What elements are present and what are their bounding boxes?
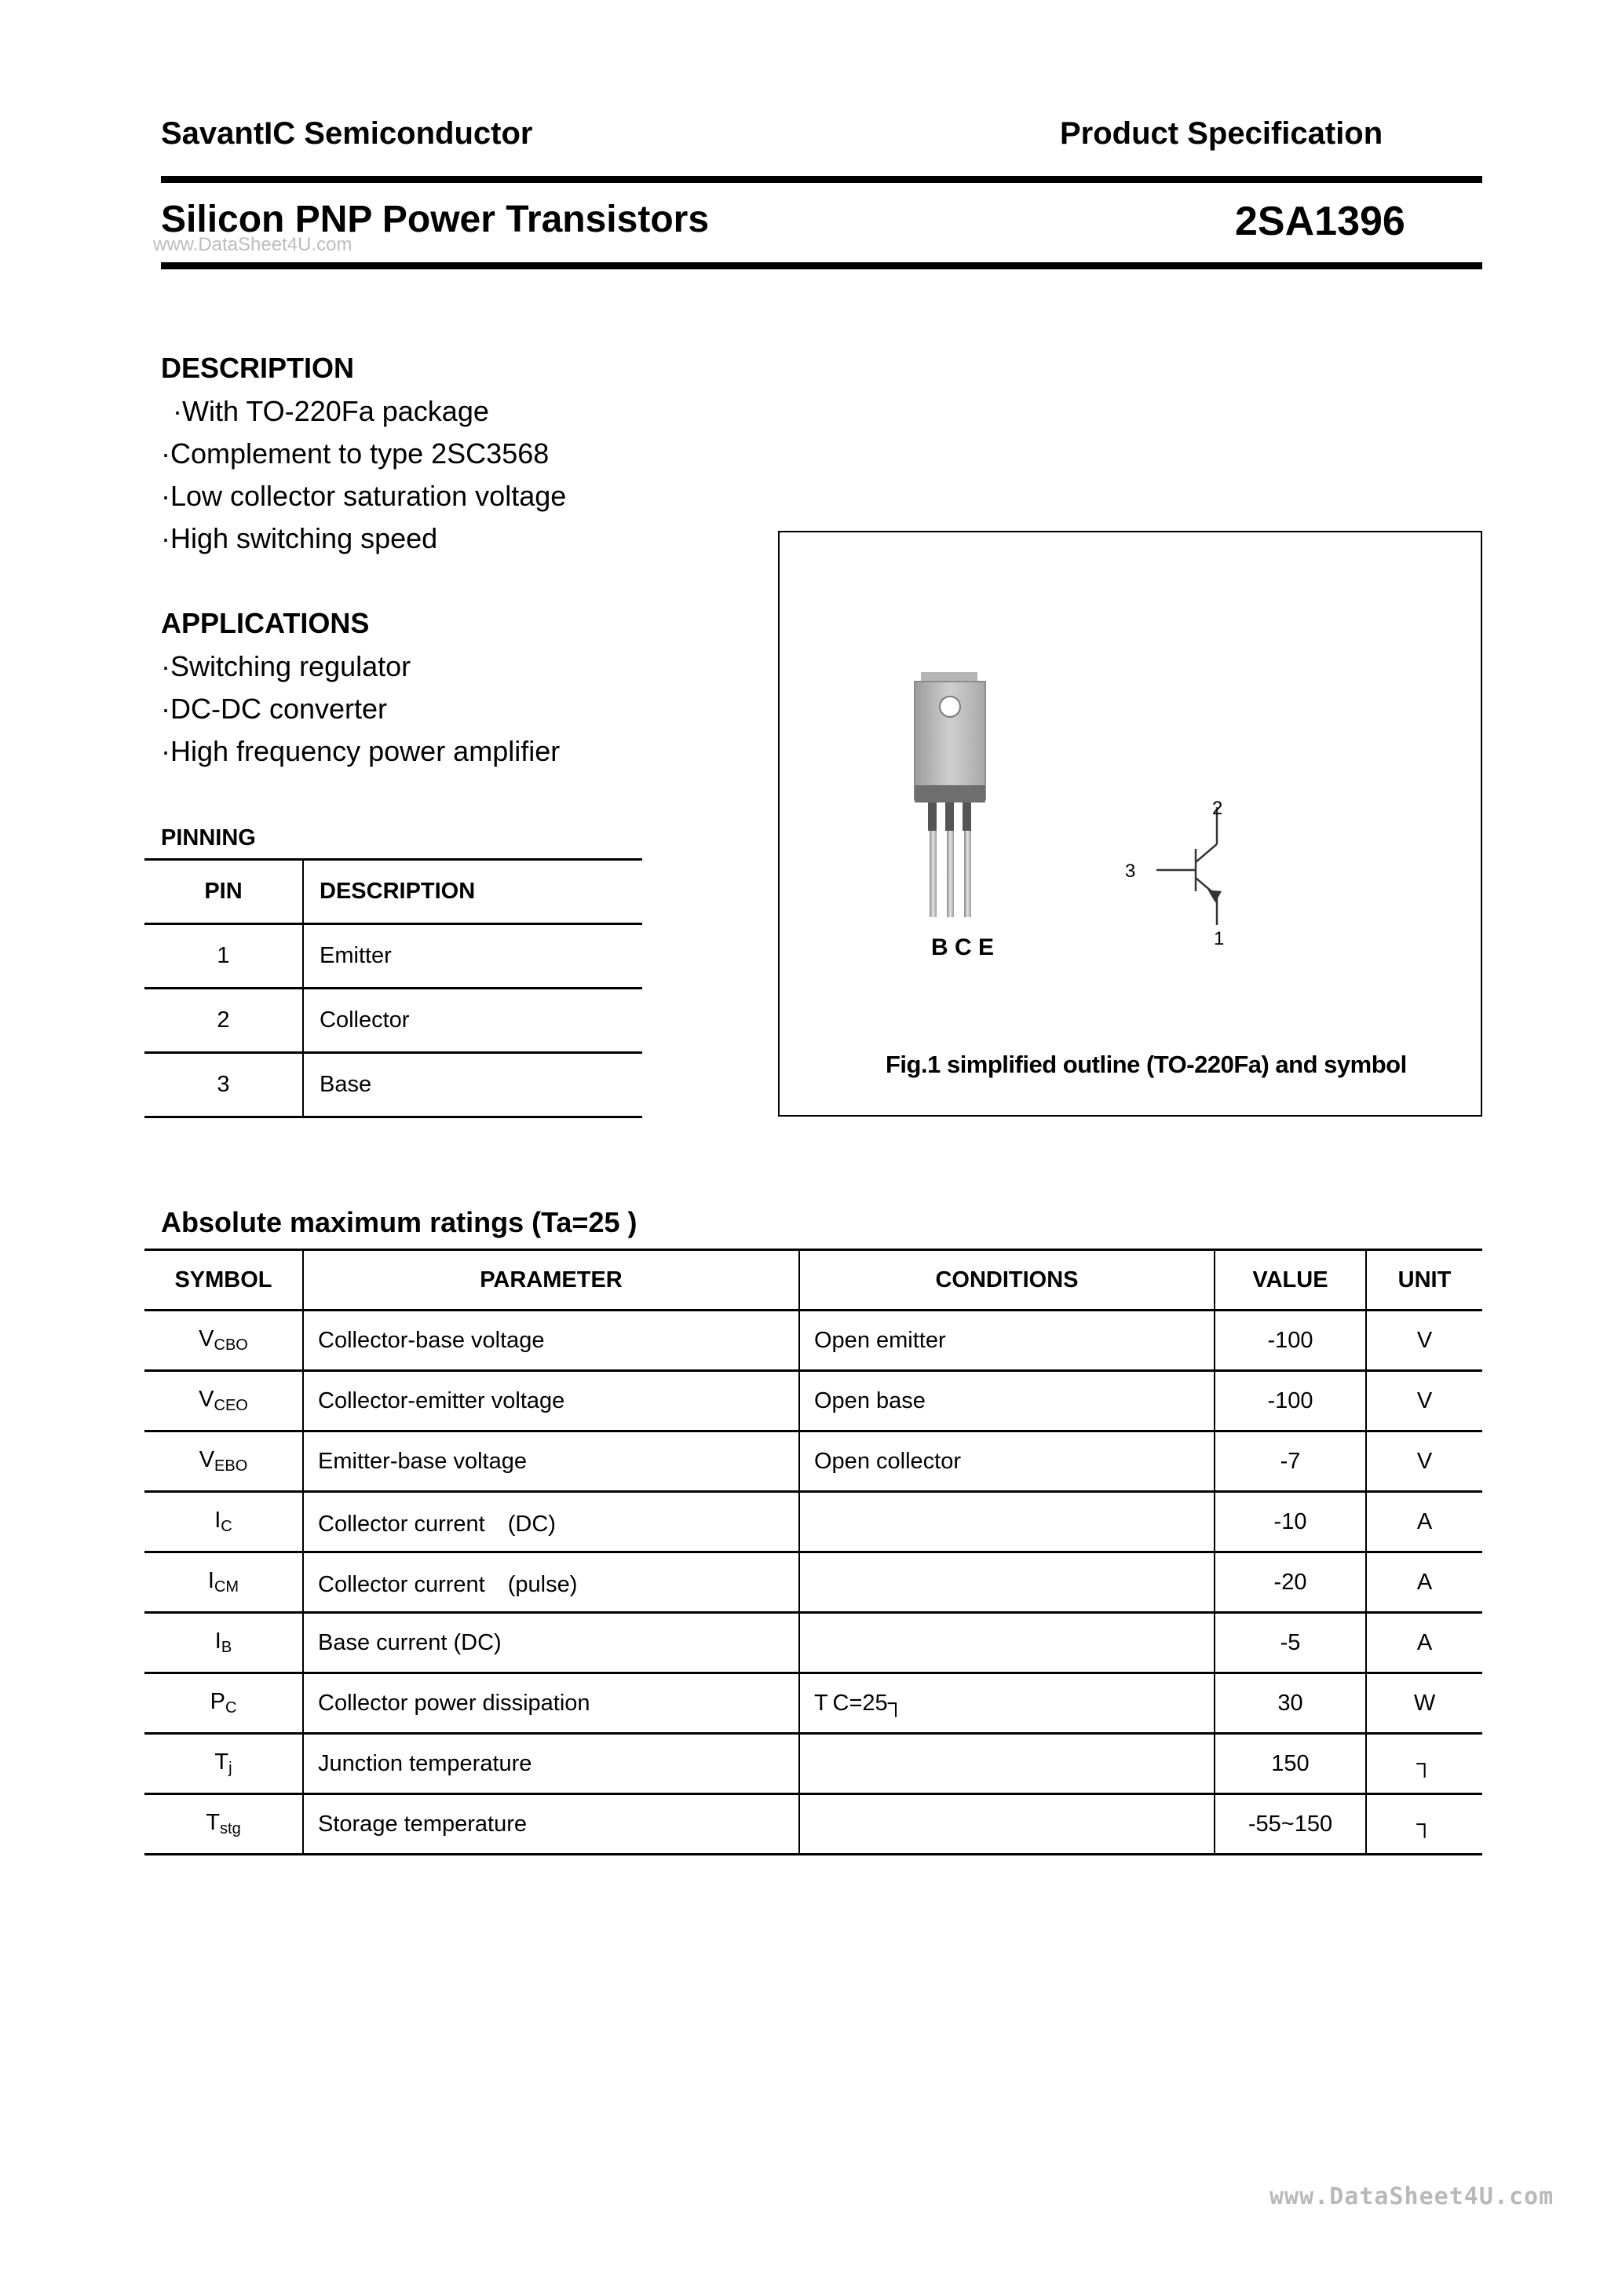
rating-symbol: VCEO — [144, 1371, 303, 1431]
symbol-pin-emitter: 1 — [1214, 928, 1225, 949]
ratings-title: Absolute maximum ratings (Ta=25 ) — [161, 1206, 637, 1238]
application-item: ·Switching regulator — [161, 650, 411, 682]
pin-description: Collector — [303, 989, 642, 1053]
rating-value: -100 — [1215, 1371, 1366, 1431]
rating-unit: V — [1366, 1431, 1482, 1492]
rating-unit: A — [1366, 1613, 1482, 1673]
pin-description: Emitter — [303, 924, 642, 989]
ratings-table — [144, 1249, 1482, 1855]
lead-label-e: E — [978, 934, 995, 960]
rating-symbol: VCBO — [144, 1311, 303, 1371]
figure-outline-symbol — [778, 531, 1482, 1117]
rating-condition — [799, 1492, 1215, 1552]
parameter-column-header: PARAMETER — [303, 1250, 799, 1311]
table-row — [144, 1552, 1482, 1613]
part-number: 2SA1396 — [1235, 199, 1405, 244]
table-row — [144, 1311, 1482, 1371]
rating-value: -7 — [1215, 1431, 1366, 1492]
rating-parameter: Collector-base voltage — [303, 1311, 799, 1371]
rating-unit: V — [1366, 1371, 1482, 1431]
rating-value: 150 — [1215, 1734, 1366, 1794]
unit-column-header: UNIT — [1366, 1250, 1482, 1311]
rating-unit: W — [1366, 1673, 1482, 1734]
description-item: ·Complement to type 2SC3568 — [161, 437, 550, 470]
rating-condition: Open emitter — [799, 1311, 1215, 1371]
rating-parameter: Collector power dissipation — [303, 1673, 799, 1734]
description-heading: DESCRIPTION — [161, 352, 355, 384]
rating-parameter: Collector current (pulse) — [303, 1552, 799, 1613]
rating-condition — [799, 1794, 1215, 1855]
rating-condition — [799, 1734, 1215, 1794]
rating-parameter: Storage temperature — [303, 1794, 799, 1855]
rating-condition: Open collector — [799, 1431, 1215, 1492]
header-rule-bottom — [161, 262, 1482, 269]
rating-parameter: Collector-emitter voltage — [303, 1371, 799, 1431]
table-row — [144, 989, 642, 1053]
table-row — [144, 1673, 1482, 1734]
applications-heading: APPLICATIONS — [161, 607, 370, 639]
rating-value: -20 — [1215, 1552, 1366, 1613]
rating-value: -5 — [1215, 1613, 1366, 1673]
table-row — [144, 1794, 1482, 1855]
symbol-pin-collector: 2 — [1212, 798, 1223, 819]
pin-number: 1 — [144, 924, 303, 989]
rating-value: -10 — [1215, 1492, 1366, 1552]
rating-condition — [799, 1552, 1215, 1613]
pin-column-header: PIN — [144, 860, 303, 924]
pinning-header-row — [144, 860, 642, 924]
rating-unit: A — [1366, 1492, 1482, 1552]
symbol-column-header: SYMBOL — [144, 1250, 303, 1311]
rating-symbol: IC — [144, 1492, 303, 1552]
pin-description: Base — [303, 1053, 642, 1117]
page-title: Silicon PNP Power Transistors — [161, 199, 710, 240]
table-row — [144, 1734, 1482, 1794]
application-item: ·DC-DC converter — [161, 693, 388, 725]
rating-parameter: Base current (DC) — [303, 1613, 799, 1673]
table-row — [144, 1053, 642, 1117]
rating-symbol: Tj — [144, 1734, 303, 1794]
rating-parameter: Junction temperature — [303, 1734, 799, 1794]
rating-unit: ┐ — [1366, 1794, 1482, 1855]
value-column-header: VALUE — [1215, 1250, 1366, 1311]
pin-number: 2 — [144, 989, 303, 1053]
table-row — [144, 1492, 1482, 1552]
rating-unit: ┐ — [1366, 1734, 1482, 1794]
header-rule-top — [161, 176, 1482, 183]
rating-unit: A — [1366, 1552, 1482, 1613]
rating-symbol: Tstg — [144, 1794, 303, 1855]
pinning-table — [144, 858, 642, 1118]
pin-number: 3 — [144, 1053, 303, 1117]
company-name: SavantIC Semiconductor — [161, 116, 533, 151]
rating-symbol: VEBO — [144, 1431, 303, 1492]
rating-value: 30 — [1215, 1673, 1366, 1734]
doc-type: Product Specification — [1060, 116, 1383, 151]
watermark-footer[interactable]: www.DataSheet4U.com — [1269, 2183, 1554, 2210]
transistor-symbol — [1156, 807, 1220, 925]
table-row — [144, 1613, 1482, 1673]
rating-symbol: IB — [144, 1613, 303, 1673]
lead-label-b: B — [931, 934, 948, 960]
rating-symbol: ICM — [144, 1552, 303, 1613]
description-item: ·Low collector saturation voltage — [161, 480, 567, 512]
pinning-heading: PINNING — [161, 825, 256, 850]
lead-label-c: C — [955, 934, 972, 960]
rating-value: -100 — [1215, 1311, 1366, 1371]
conditions-column-header: CONDITIONS — [799, 1250, 1215, 1311]
watermark-header[interactable]: www.DataSheet4U.com — [153, 234, 353, 255]
description-item: ·With TO-220Fa package — [173, 395, 489, 427]
package-outline-drawing — [780, 532, 1481, 1115]
rating-condition — [799, 1613, 1215, 1673]
rating-parameter: Emitter-base voltage — [303, 1431, 799, 1492]
description-column-header: DESCRIPTION — [303, 860, 642, 924]
rating-unit: V — [1366, 1311, 1482, 1371]
rating-symbol: PC — [144, 1673, 303, 1734]
rating-value: -55~150 — [1215, 1794, 1366, 1855]
table-row — [144, 1431, 1482, 1492]
rating-parameter: Collector current (DC) — [303, 1492, 799, 1552]
table-row — [144, 924, 642, 989]
symbol-pin-base: 3 — [1125, 861, 1136, 882]
figure-caption: Fig.1 simplified outline (TO-220Fa) and symbol — [886, 1051, 1407, 1078]
description-item: ·High switching speed — [161, 522, 438, 554]
ratings-header-row — [144, 1250, 1482, 1311]
rating-condition: Open base — [799, 1371, 1215, 1431]
table-row — [144, 1371, 1482, 1431]
application-item: ·High frequency power amplifier — [161, 735, 561, 767]
rating-condition: T C=25┐ — [799, 1673, 1215, 1734]
